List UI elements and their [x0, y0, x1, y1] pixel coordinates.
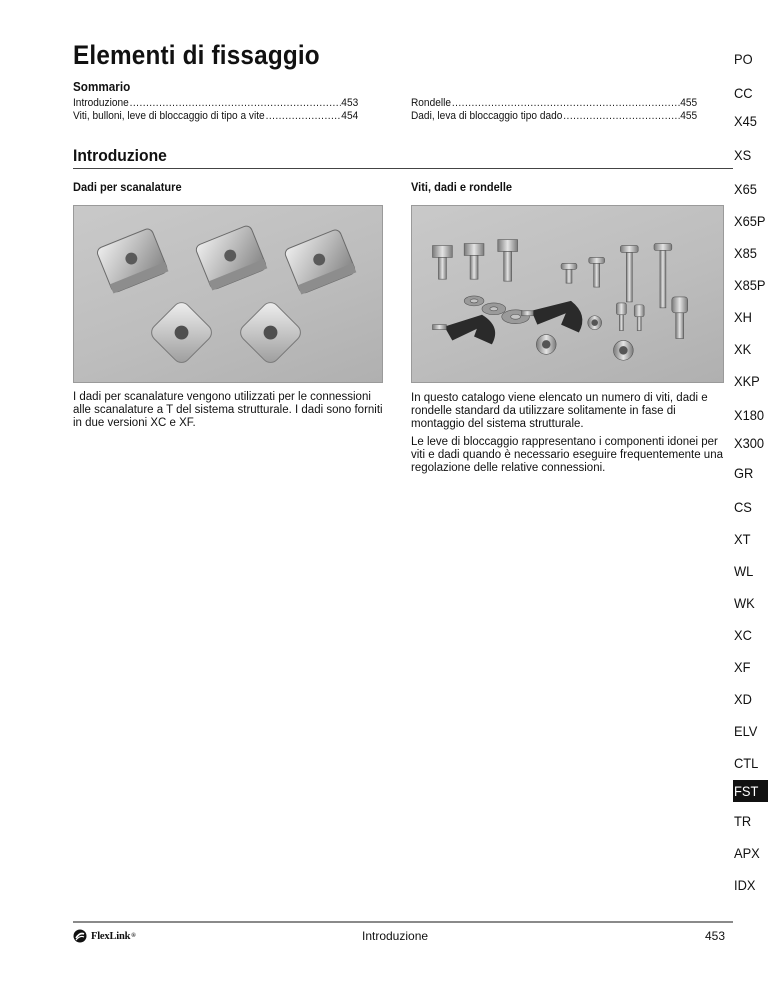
toc-right — [411, 97, 697, 123]
side-tab-label: CTL — [734, 755, 759, 771]
screws-description: In questo catalogo viene elencato un numero di viti, dadi e rondelle standard da utilizzare solitamente in fase di montaggio del sistema strutturale. — [411, 392, 708, 430]
side-tab-tr[interactable] — [733, 810, 768, 832]
left-column-heading: Dadi per scanalature — [73, 180, 182, 194]
toc-entry[interactable] — [73, 97, 358, 110]
toc-entry[interactable] — [411, 110, 697, 123]
side-tab-label: XH — [734, 309, 752, 325]
side-tab-label: WK — [734, 595, 755, 611]
side-tab-label: X300 — [734, 435, 765, 451]
side-tab-label: XT — [734, 531, 751, 547]
brand-name: FlexLink — [91, 930, 131, 942]
page-title: Elementi di fissaggio — [73, 40, 320, 70]
levers-description: Le leve di bloccaggio rappresentano i componenti idonei per viti e dadi quando è necessario eseguire frequentemente una regolazione delle relative connessioni. — [411, 436, 723, 474]
flexlink-logo-icon — [73, 929, 87, 943]
side-tab-xt[interactable] — [733, 528, 768, 550]
side-tab-fst[interactable] — [733, 780, 768, 802]
footer-divider — [73, 921, 733, 923]
toc-leader-dots — [563, 110, 679, 123]
side-tab-label: PO — [734, 51, 753, 67]
side-tab-label: X45 — [734, 113, 757, 129]
side-tab-xh[interactable] — [733, 306, 768, 328]
side-tab-ctl[interactable] — [733, 752, 768, 774]
side-tab-label: ELV — [734, 723, 758, 739]
side-tab-idx[interactable] — [733, 874, 768, 896]
side-tab-x65p[interactable] — [733, 210, 768, 232]
side-tab-label: XKP — [734, 373, 760, 389]
side-tab-po[interactable] — [733, 48, 768, 70]
toc-entry-page: 453 — [341, 97, 359, 109]
toc-leader-dots — [452, 97, 679, 110]
section-title: Introduzione — [73, 146, 167, 165]
side-tab-label: XS — [734, 147, 752, 163]
side-tab-xc[interactable] — [733, 624, 768, 646]
side-tab-cs[interactable] — [733, 496, 768, 518]
side-tab-label: XK — [734, 341, 752, 357]
side-tab-x85[interactable] — [733, 242, 768, 264]
side-tab-label: TR — [734, 813, 752, 829]
side-tab-label: XF — [734, 659, 751, 675]
slot-nuts-description: I dadi per scanalature vengono utilizzati per le connessioni alle scanalature a T del sistema strutturale. I dadi sono forniti in due versioni XC e XF. — [73, 391, 383, 429]
side-tab-xd[interactable] — [733, 688, 768, 710]
right-column-heading: Viti, dadi e rondelle — [411, 180, 513, 194]
side-tab-label: APX — [734, 845, 760, 861]
toc-entry-label: Viti, bulloni, leve di bloccaggio di tipo a vite — [73, 110, 265, 122]
side-tab-label: X85P — [734, 277, 766, 293]
side-tab-label: XD — [734, 691, 752, 707]
side-tab-label: WL — [734, 563, 754, 579]
side-tab-wk[interactable] — [733, 592, 768, 614]
side-tab-xs[interactable] — [733, 144, 768, 166]
side-tab-xk[interactable] — [733, 338, 768, 360]
side-tab-label: IDX — [734, 877, 756, 893]
toc-leader-dots — [130, 97, 341, 110]
side-tab-gr[interactable] — [733, 462, 768, 484]
side-tab-xkp[interactable] — [733, 370, 768, 392]
side-tab-x45[interactable] — [733, 110, 768, 132]
summary-heading: Sommario — [73, 79, 131, 94]
footer-section-label: Introduzione — [362, 929, 429, 943]
slot-nuts-photo — [73, 205, 383, 383]
section-divider — [73, 168, 733, 169]
toc-entry-page: 454 — [341, 110, 359, 122]
side-tab-label: X65 — [734, 181, 757, 197]
toc-left — [73, 97, 358, 123]
footer-logo — [73, 929, 136, 943]
side-tab-x65[interactable] — [733, 178, 768, 200]
side-tab-label: CS — [734, 499, 752, 515]
side-tab-label: CC — [734, 85, 753, 101]
side-tab-wl[interactable] — [733, 560, 768, 582]
brand-mark: ® — [131, 933, 136, 939]
screws-nuts-washers-photo — [411, 205, 724, 383]
toc-entry-label: Introduzione — [73, 97, 129, 109]
toc-leader-dots — [266, 110, 341, 123]
page-number: 453 — [705, 929, 726, 943]
toc-entry-label: Dadi, leva di bloccaggio tipo dado — [411, 110, 563, 122]
toc-entry[interactable] — [411, 97, 697, 110]
side-tab-label: XC — [734, 627, 752, 643]
side-tab-label: X65P — [734, 213, 766, 229]
toc-entry-page: 455 — [680, 110, 698, 122]
side-tab-label: FST — [734, 783, 759, 799]
toc-entry-page: 455 — [680, 97, 698, 109]
toc-entry-label: Rondelle — [411, 97, 451, 109]
toc-entry[interactable] — [73, 110, 358, 123]
side-tab-x300[interactable] — [733, 432, 768, 454]
side-tab-label: GR — [734, 465, 754, 481]
side-tab-label: X85 — [734, 245, 757, 261]
side-tab-label: X180 — [734, 407, 765, 423]
side-tab-elv[interactable] — [733, 720, 768, 742]
side-tab-xf[interactable] — [733, 656, 768, 678]
side-tab-cc[interactable] — [733, 82, 768, 104]
side-tab-x85p[interactable] — [733, 274, 768, 296]
side-tab-x180[interactable] — [733, 404, 768, 426]
side-tab-apx[interactable] — [733, 842, 768, 864]
